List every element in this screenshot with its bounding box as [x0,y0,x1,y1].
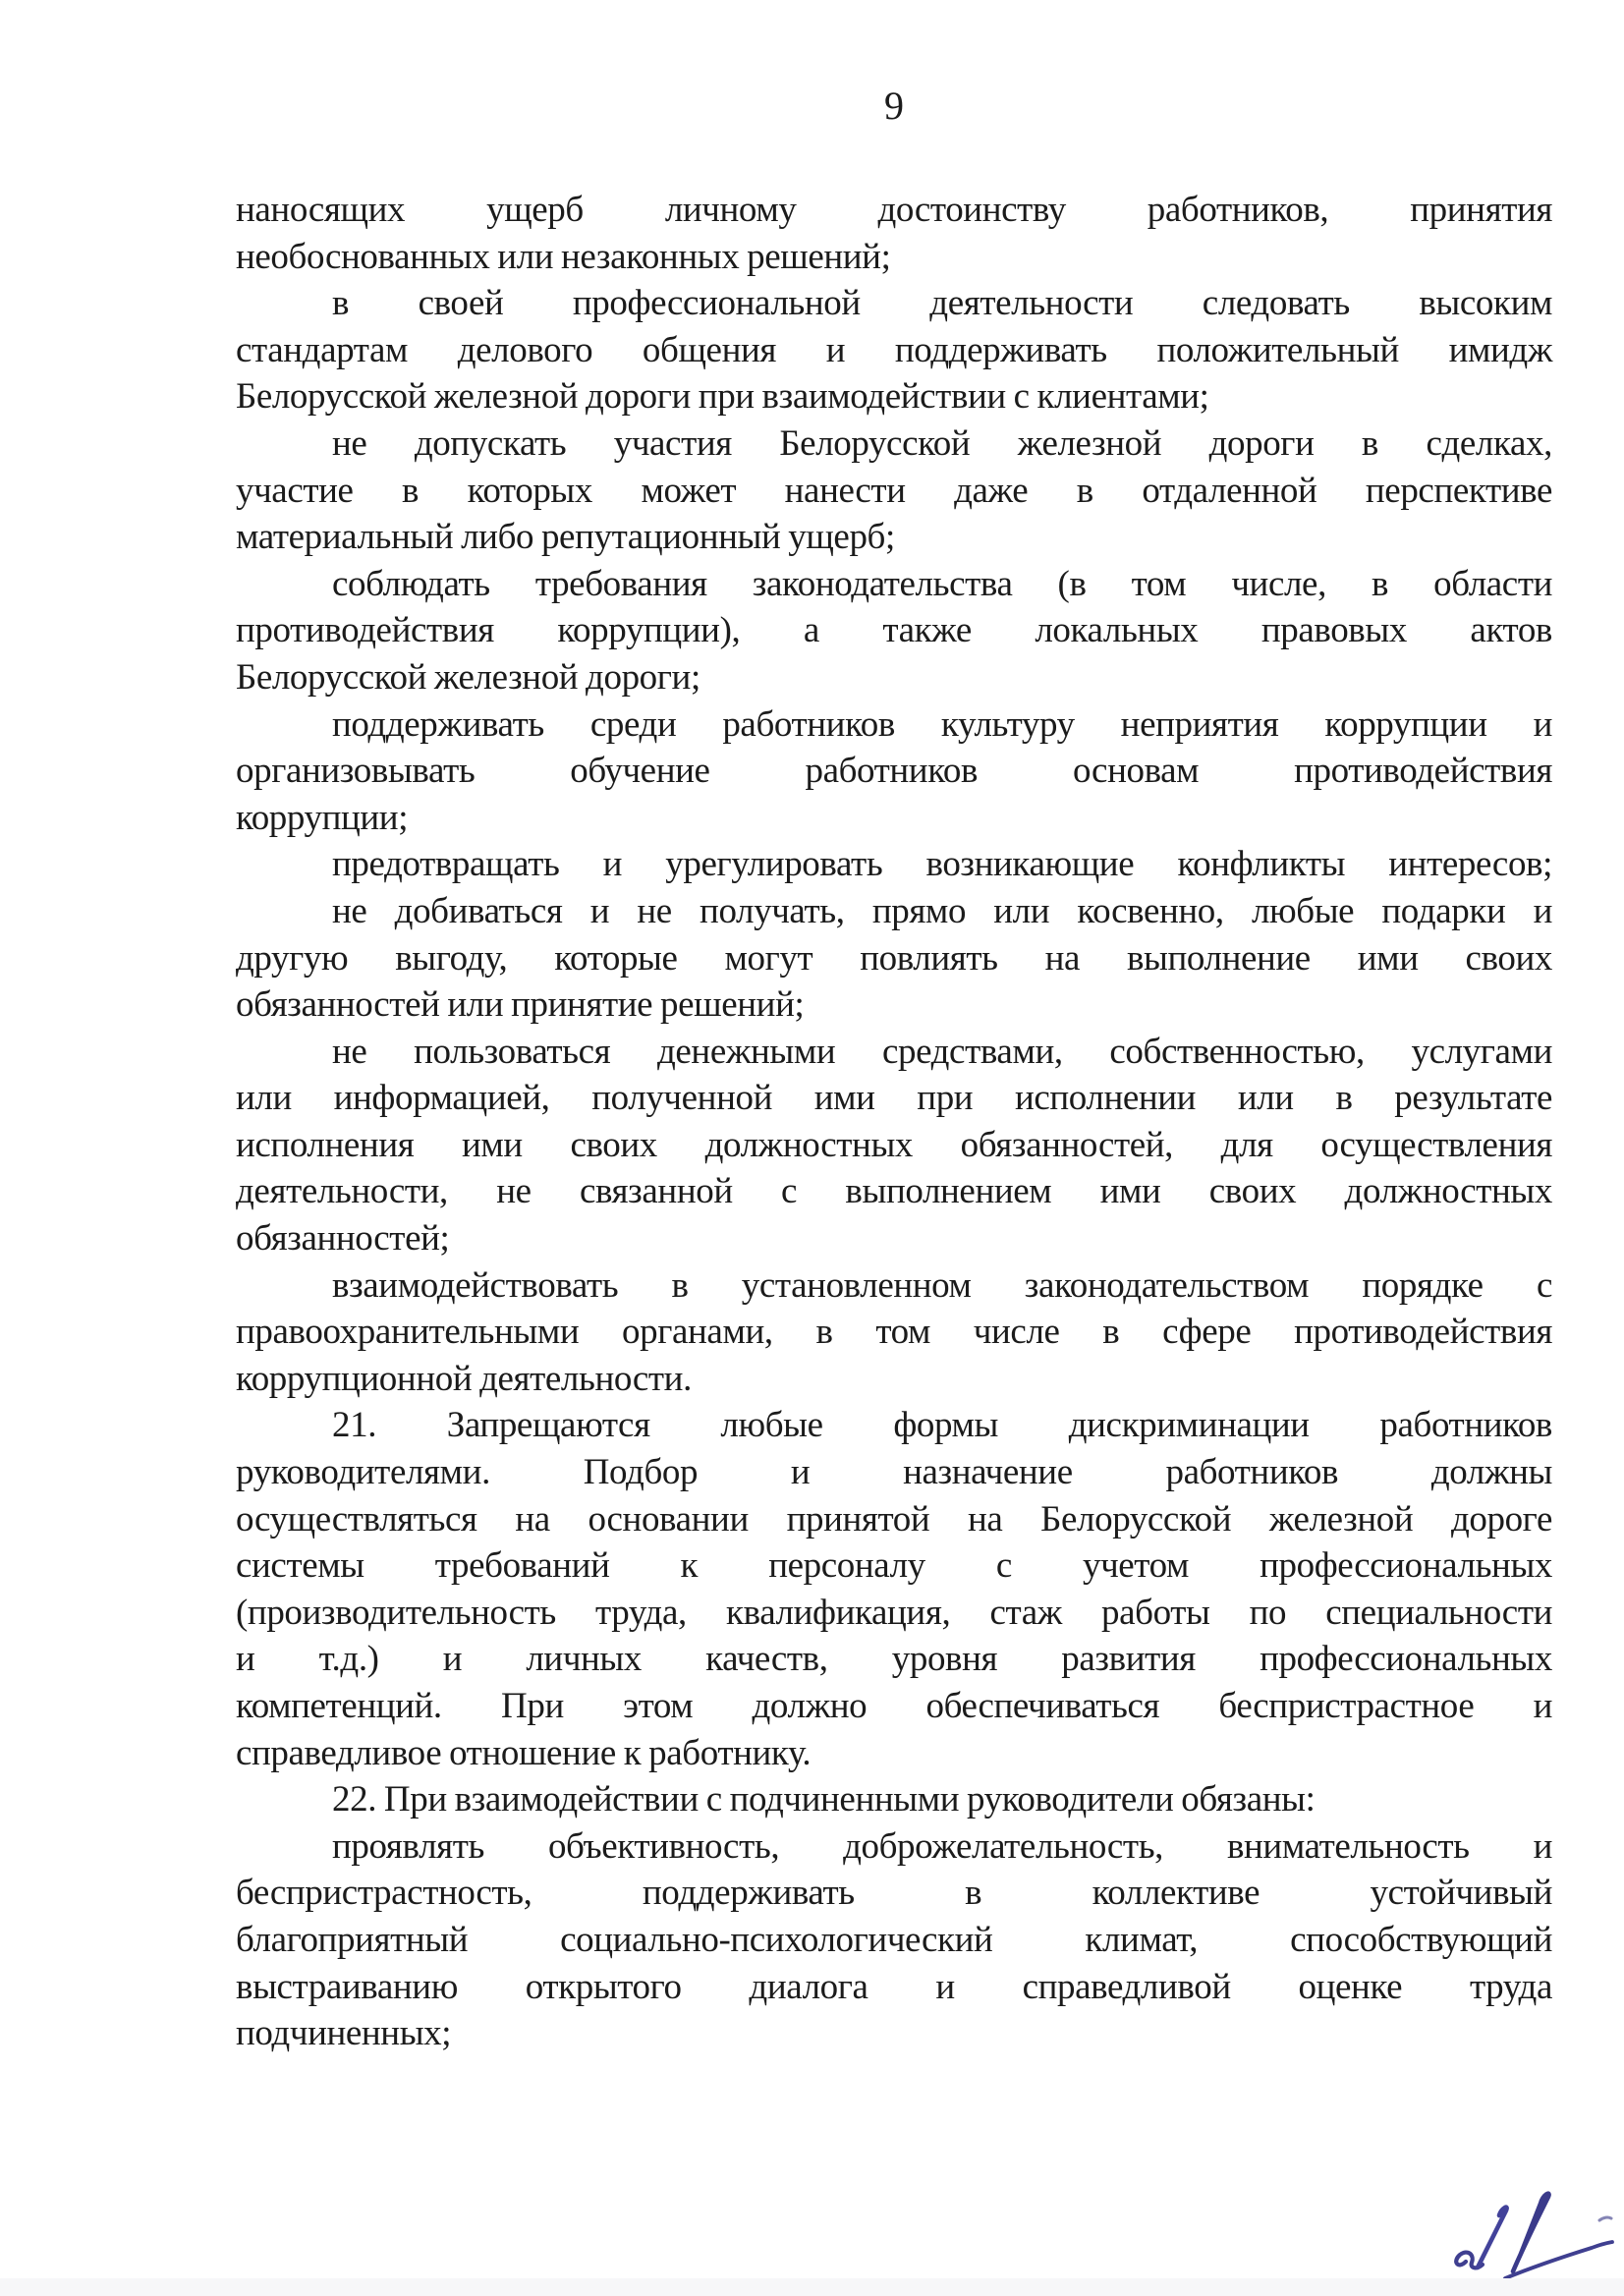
text-line: и т.д.) и личных качеств, уровня развития профессиональных [236,1639,1552,1680]
paragraph [236,888,1552,1029]
text-line: взаимодействовать в установленном законодательством порядке с [332,1264,1552,1306]
text-line: справедливое отношение к работнику. [236,1732,812,1773]
text-line: 21. Запрещаются любые формы дискриминации работников [332,1405,1552,1446]
text-line: не допускать участия Белорусской железной дороги в сделках, [332,422,1552,464]
text-line: выстраиванию открытого диалога и справедливой оценке труда [236,1966,1552,2007]
text-line: осуществляться на основании принятой на Белорусской железной дороге [236,1498,1552,1540]
text-line: не добиваться и не получать, прямо или косвенно, любые подарки и [332,890,1552,931]
text-line: стандартам делового общения и поддерживать положительный имидж [236,329,1552,370]
text-line: не пользоваться денежными средствами, собственностью, услугами [332,1031,1552,1072]
text-line: подчиненных; [236,2013,452,2054]
paragraph [236,841,1552,888]
text-line: руководителями. Подбор и назначение работников должны [236,1452,1552,1493]
text-line: Белорусской железной дороги; [236,656,700,698]
text-line: исполнения ими своих должностных обязанностей, для осуществления [236,1124,1552,1165]
paragraph [236,280,1552,420]
paragraph [236,1776,1552,1823]
text-line: обязанностей; [236,1218,450,1260]
text-line: организовывать обучение работников основам противодействия [236,751,1552,792]
text-line: правоохранительными органами, в том числе в сфере противодействия [236,1312,1552,1353]
text-line: 22. При взаимодействии с подчиненными руководители обязаны: [332,1779,1316,1820]
paragraph [236,420,1552,561]
text-line: предотвращать и урегулировать возникающие конфликты интересов; [332,844,1552,885]
text-line: или информацией, полученной ими при исполнении или в результате [236,1078,1552,1119]
paragraph [236,187,1552,280]
text-line: наносящих ущерб личному достоинству работников, принятия [236,190,1552,230]
text-line: участие в которых может нанести даже в отдаленной перспективе [236,470,1552,511]
text-line: компетенций. При этом должно обеспечиваться беспристрастное и [236,1686,1552,1726]
text-line: другую выгоду, которые могут повлиять на выполнение ими своих [236,937,1552,979]
text-line: противодействия коррупции), а также локальных правовых актов [236,610,1552,651]
paragraph [236,1823,1552,2057]
text-line: Белорусской железной дороги при взаимодействии с клиентами; [236,376,1209,418]
text-line: в своей профессиональной деятельности следовать высоким [332,283,1552,324]
document-body-text [236,187,1552,2057]
text-line: соблюдать требования законодательства (в том числе, в области [332,563,1552,604]
paragraph [236,1262,1552,1403]
handwritten-signature [1452,2183,1617,2286]
scan-edge-shadow [0,2278,1624,2296]
text-line: коррупции; [236,797,409,838]
text-line: коррупционной деятельности. [236,1358,692,1399]
text-line: системы требований к персоналу с учетом профессиональных [236,1545,1552,1587]
text-line: обязанностей или принятие решений; [236,984,805,1026]
page-number: 9 [884,84,904,128]
text-line: благоприятный социально-психологический климат, способствующий [236,1919,1552,1960]
paragraph [236,561,1552,701]
text-line: беспристрастность, поддерживать в коллективе устойчивый [236,1873,1552,1914]
text-line: деятельности, не связанной с выполнением ими своих должностных [236,1171,1552,1212]
text-line: проявлять объективность, доброжелательность, внимательность и [332,1825,1552,1867]
paragraph [236,701,1552,842]
text-line: (производительность труда, квалификация, стаж работы по специальности [236,1592,1552,1633]
paragraph [236,1402,1552,1776]
paragraph [236,1029,1552,1262]
text-line: материальный либо репутационный ущерб; [236,517,895,558]
text-line: поддерживать среди работников культуру неприятия коррупции и [332,703,1552,745]
signature-ink-icon [1452,2183,1617,2286]
text-line: необоснованных или незаконных решений; [236,236,891,277]
